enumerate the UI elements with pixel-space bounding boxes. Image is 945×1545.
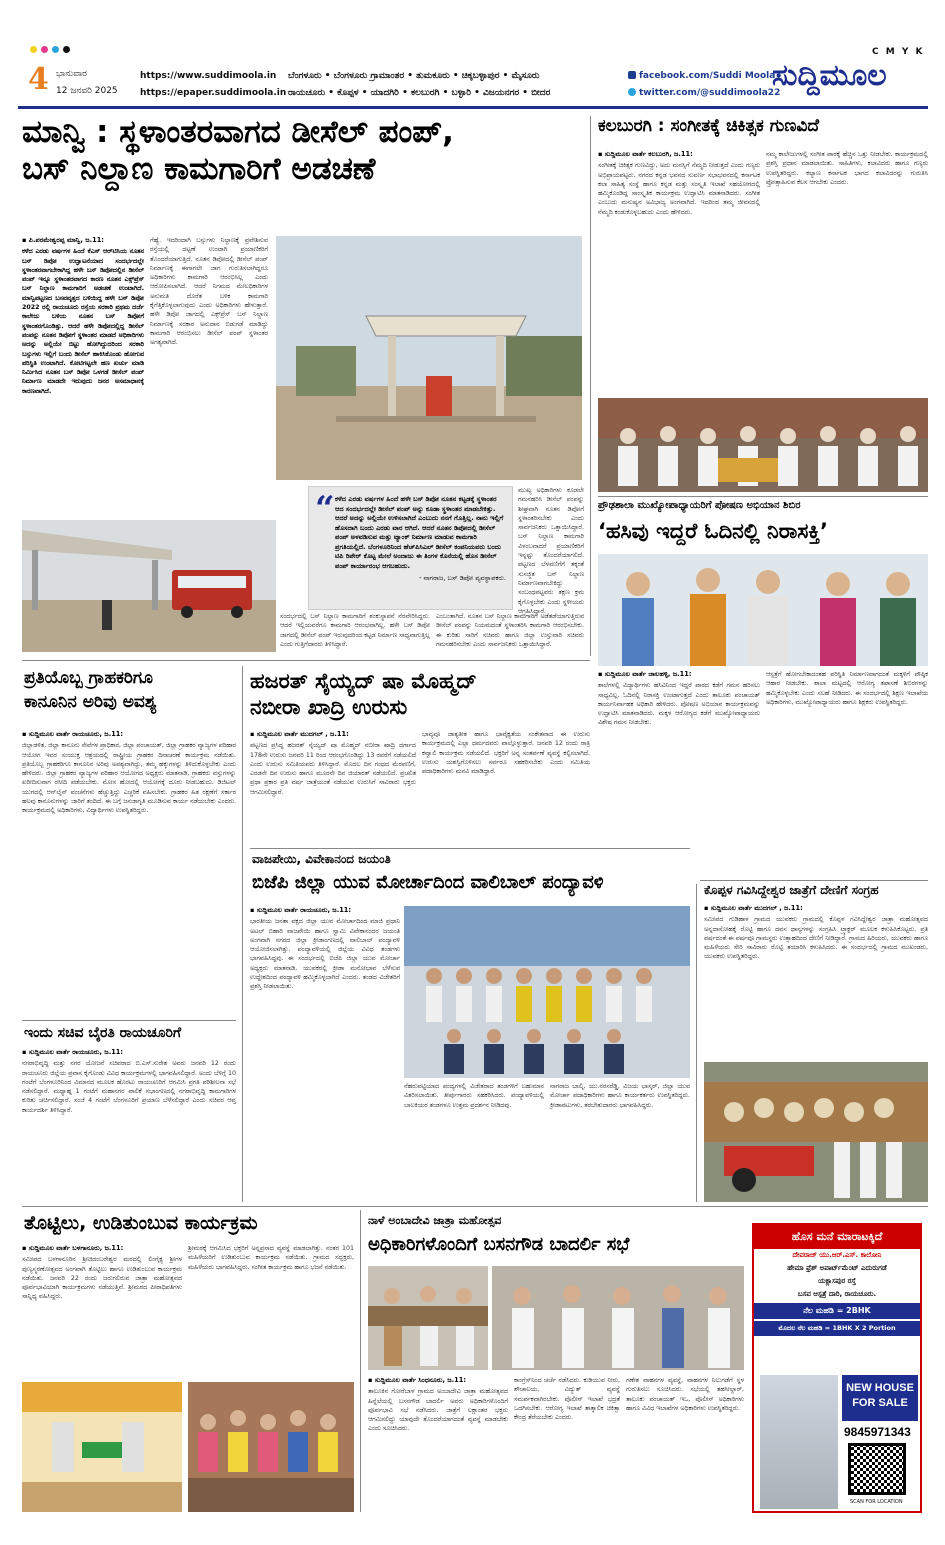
site-links: [140, 68, 286, 102]
tottilu-headline: ತೊಟ್ಟಿಲು, ಉಡಿತುಂಬುವ ಕಾರ್ಯಕ್ರಮ: [24, 1212, 258, 1234]
koppal-rule: [700, 880, 928, 881]
twitter-icon: [628, 88, 636, 96]
minister-rule: [22, 1020, 236, 1021]
column-divider: [590, 116, 591, 656]
tottilu-photo-2: [188, 1382, 354, 1512]
ambadevi-illustration-2: [492, 1266, 744, 1370]
koppal-byline: ▪ ಸುದ್ದಿಮೂಲ ವಾರ್ತೆ ಮುದಗಲ್ , ಜ.11:: [704, 904, 803, 912]
volleyball-column-2: [404, 1082, 544, 1200]
tottilu-column-2-text: ಶ್ರೀಮಠಕ್ಕೆ ಆಗಮಿಸಿದ ಭಕ್ತರಿಗೆ ಅನ್ನಪ್ರಸಾದ ವ್ಯವಸ್ಥೆ ಮಾಡಲಾಗಿತ್ತು. ನಂತರ 101 ಮಹಿಳೆಯರಿಗೆ ಉಡಿತುಂಬುವ ಕಾರ್ಯಕ್ರಮ ನಡೆಯಿತು. ಗ್ರಾಮದ ಸದ್ಭಕ್ತರು, ಮಹಿಳೆಯರು ಭಾಗವಹಿಸಿದ್ದರು. ಸಂಗೀತ ಕಾರ್ಯಕ್ರಮ ಹಾಗೂ ಭಜನೆ ನಡೆಯಿತು.: [188, 1245, 354, 1271]
ad-qr-label: SCAN FOR LOCATION: [850, 1499, 903, 1505]
poshan-kicker: ಪ್ರೌಢಶಾಲಾ ಮುಖ್ಯೋಪಾಧ್ಯಾಯರಿಗೆ ಪೋಷಣ ಅಭಿಯಾನ ಶಿಬಿರ: [598, 500, 801, 511]
minister-headline: ಇಂದು ಸಚಿವ ಬೈರತಿ ರಾಯಚೂರಿಗೆ: [24, 1025, 182, 1041]
website-link[interactable]: https://www.suddimoola.in: [140, 71, 277, 81]
cities-line-1: ಬೆಂಗಳೂರು • ಬೆಂಗಳೂರು ಗ್ರಾಮಾಂತರ • ತುಮಕೂರು • ಚಿಕ್ಕಬಳ್ಳಾಪುರ • ಮೈಸೂರು: [288, 71, 540, 81]
urus-column-1: [250, 730, 416, 842]
volleyball-column-3-text: ನಾಗರಾಜ ಬಾಲ್ಕಿ, ಯು.ನರಸರೆಡ್ಡಿ, ವಿಜಯ ಭಾಸ್ಕರ್, ಜಿಲ್ಲಾ ಯುವ ಮೋರ್ಚಾ ಪದಾಧಿಕಾರಿಗಳು ಹಾಗೂ ಕಾರ್ಯಕರ್ತರು ಉಪಸ್ಥಿತರಿದ್ದರು. ಕ್ರೀಡಾಪಟುಗಳು, ತರಬೇತುದಾರರು ಭಾಗವಹಿಸಿದ್ದರು.: [550, 1083, 690, 1109]
lead-byline: ▪ ಪಿ.ಪರಮೇಶ್ವರಪ್ಪ ಮಾನ್ವಿ, ಜ.11:: [22, 236, 104, 244]
cyan-dot: [52, 46, 59, 53]
house-sale-ad[interactable]: [752, 1223, 922, 1513]
ambadevi-byline: ▪ ಸುದ್ದಿಮೂಲ ವಾರ್ತೆ ಸಿಂಧನೂರು, ಜ.11:: [368, 1376, 466, 1384]
edition-cities: [288, 68, 618, 102]
koppal-tractor-illustration: [704, 1062, 928, 1202]
ambadevi-column-2-text: ಕಾಂಗ್ರೆಸ್‌ನಿಂದ ಚರ್ಚೆ ನಡೆಸಿದರು. ಕುಡಿಯುವ ನೀರು, ಶೌಚಾಲಯ, ವಿದ್ಯುತ್ ವ್ಯವಸ್ಥೆ ಸಮರ್ಪಕವಾಗಿರಬೇಕು. ಪೊಲೀಸ್ ಇಲಾಖೆ ಭದ್ರತೆ ಒದಗಿಸಬೇಕು. ಆರೋಗ್ಯ ಇಲಾಖೆ ತಾತ್ಕಾಲಿಕ ಚಿಕಿತ್ಸಾ ಕೇಂದ್ರ ತೆರೆಯಬೇಕು ಎಂದರು.: [514, 1377, 620, 1422]
koppal-body: [704, 904, 928, 1058]
volleyball-column-1-text: ಭಾರತೀಯ ಜನತಾ ಪಕ್ಷದ ಜಿಲ್ಲಾ ಯುವ ಮೋರ್ಚಾದಿಂದ ಮಾಜಿ ಪ್ರಧಾನಿ ಅಟಲ್ ಬಿಹಾರಿ ವಾಜಪೇಯಿ ಹಾಗೂ ಸ್ವಾಮಿ ವಿವೇಕಾನಂದರ ಜಯಂತಿ ಅಂಗವಾಗಿ ನಗರದ ಜಿಲ್ಲಾ ಕ್ರೀಡಾಂಗಣದಲ್ಲಿ ವಾಲಿಬಾಲ್ ಪಂದ್ಯಾವಳಿ ಆಯೋಜಿಸಲಾಗಿತ್ತು. ಪಂದ್ಯಾವಳಿಯಲ್ಲಿ ಜಿಲ್ಲೆಯ ವಿವಿಧ ತಂಡಗಳು ಭಾಗವಹಿಸಿದ್ದವು. ಈ ಸಂದರ್ಭದಲ್ಲಿ ಬಿಜೆಪಿ ಜಿಲ್ಲಾ ಯುವ ಮೋರ್ಚಾ ಅಧ್ಯಕ್ಷರು ಮಾತನಾಡಿ, ಯುವಕರಲ್ಲಿ ಕ್ರೀಡಾ ಮನೋಭಾವ ಬೆಳೆಸುವ ಉದ್ದೇಶದಿಂದ ಪಂದ್ಯಾವಳಿ ಹಮ್ಮಿಕೊಳ್ಳಲಾಗಿದೆ ಎಂದರು. ತಂಡದ ವಿಜೇತರಿಗೆ ಪ್ರಶಸ್ತಿ ನೀಡಲಾಯಿತು.: [250, 918, 400, 991]
music-event-illustration: [598, 398, 928, 492]
lead-column-5: [436, 612, 584, 656]
newspaper-logo: ಸುದ್ದಿಮೂಲ: [772, 58, 887, 93]
poshan-column-2-text: ಆಸ್ಪತ್ರೆಗೆ ಹೋಗಬೇಕಾದಂತಹ ಪರಿಸ್ಥಿತಿ ನಿರ್ಮಾಣವಾಗದಂತೆ ಮಕ್ಕಳಿಗೆ ಪೌಷ್ಠಿಕ ಆಹಾರ ನೀಡಬೇಕು. ಶಾಲಾ ಮಟ್ಟದಲ್ಲಿ ಆರೋಗ್ಯ ತಪಾಸಣೆ ಶಿಬಿರಗಳನ್ನು ಹಮ್ಮಿಕೊಳ್ಳಬೇಕು ಎಂದು ಸಲಹೆ ನೀಡಿದರು. ಈ ಸಂದರ್ಭದಲ್ಲಿ ಶಿಕ್ಷಣ ಇಲಾಖೆಯ ಅಧಿಕಾರಿಗಳು, ಮುಖ್ಯೋಪಾಧ್ಯಾಯರು ಹಾಗೂ ಶಿಕ್ಷಕರು ಉಪಸ್ಥಿತರಿದ್ದರು.: [766, 671, 928, 706]
ambadevi-column-1: [368, 1376, 508, 1512]
ambadevi-illustration-1: [368, 1266, 488, 1370]
twitter-link[interactable]: [628, 85, 780, 102]
yellow-dot: [30, 46, 37, 53]
page-number: 4: [28, 62, 49, 97]
urus-headline-line-1: ಹಜರತ್ ಸೈಯ್ಯದ್ ಷಾ ಮೊಹ್ಮದ್: [250, 669, 477, 693]
volleyball-byline: ▪ ಸುದ್ದಿಮೂಲ ವಾರ್ತೆ ರಾಯಚೂರು, ಜ.11:: [250, 906, 352, 914]
tottilu-byline: ▪ ಸುದ್ದಿಮೂಲ ವಾರ್ತೆ ಬಳಗಾನೂರು, ಜ.11:: [22, 1244, 124, 1252]
facebook-link[interactable]: [628, 68, 780, 85]
lead-column-4: [280, 612, 430, 656]
consumer-byline: ▪ ಸುದ್ದಿಮೂಲ ವಾರ್ತೆ ರಾಯಚೂರು, ಜ.11:: [22, 730, 124, 738]
volleyball-headline: ಬಿಜೆಪಿ ಜಿಲ್ಲಾ ಯುವ ಮೋರ್ಚಾದಿಂದ ವಾಲಿಬಾಲ್ ಪಂದ್ಯಾವಳಿ: [252, 872, 604, 893]
volleyball-column-3: [550, 1082, 690, 1200]
magenta-dot: [41, 46, 48, 53]
issue-day: ಭಾನುವಾರ: [56, 69, 87, 79]
urus-column-1-text: ಪಟ್ಟಣದ ಪ್ರಸಿದ್ಧ ಹಜರತ್ ಸೈಯ್ಯದ್ ಷಾ ಮೊಹ್ಮದ್ ನಬೀರಾ ಖಾದ್ರಿ ದರ್ಗಾದ 178ನೇ ಉರುಸು ಜನವರಿ 11 ರಿಂದ ಆರಂಭಗೊಂಡಿದ್ದು 13 ರವರೆಗೆ ನಡೆಯಲಿದೆ ಎಂದು ಉರುಸು ಸಮಿತಿಯವರು ತಿಳಿಸಿದ್ದಾರೆ. ಮೊದಲ ದಿನ ಗಂಧದ ಮೆರವಣಿಗೆ, ಎರಡನೇ ದಿನ ಉರುಸು ಹಾಗೂ ಮೂರನೇ ದಿನ ಜಿಯಾರತ್ ನಡೆಯಲಿದೆ. ಪ್ರಚಲಿತ ಪ್ರಥಾ ಪ್ರಕಾರ ಪ್ರತಿ ವರ್ಷ ಜಾತ್ರೆಯಂತೆ ನಡೆಯುವ ಉರುಸಿಗೆ ಸಾವಿರಾರು ಭಕ್ತರು ಆಗಮಿಸಲಿದ್ದಾರೆ.: [250, 742, 416, 796]
officer-quote-box: [308, 486, 513, 610]
ad-floor-ground: ನೆಲ ಮಹಡಿ = 2BHK: [754, 1303, 920, 1319]
music-event-photo: [598, 398, 928, 492]
ad-address-1: ದೇವರಾಜ್ ಯು.ಆರ್.ಎಸ್. ಕಾಲೋನಿ: [792, 1251, 882, 1259]
lead-column-5-text: ಎಂಬಂತಾಗಿದೆ. ನೂತನ ಬಸ್ ನಿಲ್ದಾಣ ಕಾಮಗಾರಿಗೆ ಅಡೆತಡೆಯಾಗುತ್ತಿರುವ ಡೀಸೆಲ್ ಪಂಪನ್ನು ನಿಯಮದಂತೆ ಸ್ಥಳಾಂತರಿಸಿ ಕಾಮಗಾರಿ ಆರಂಭಿಸಬೇಕು. ಈ ಕುರಿತು ಸಾರಿಗೆ ಸಚಿವರು ಹಾಗೂ ಜಿಲ್ಲಾ ಉಸ್ತುವಾರಿ ಸಚಿವರು ಗಮನಹರಿಸಬೇಕು ಎಂದು ಸಾರ್ವಜನಿಕರು ಒತ್ತಾಯಿಸಿದ್ದಾರೆ.: [436, 613, 584, 648]
ad-house-photo: [760, 1375, 838, 1509]
ambadevi-column-1-text: ತಾಲೂಕಿನ ಗೋರೆಬಾಳ ಗ್ರಾಮದ ಅಂಬಾದೇವಿ ಜಾತ್ರಾ ಮಹೋತ್ಸವದ ಹಿನ್ನೆಲೆಯಲ್ಲಿ ಬಸನಗೌಡ ಬಾದರ್ಲಿ ಅವರು ಅಧಿಕಾರಿಗಳೊಂದಿಗೆ ಪೂರ್ವಭಾವಿ ಸಭೆ ನಡೆಸಿದರು. ಜಾತ್ರೆಗೆ ಲಕ್ಷಾಂತರ ಭಕ್ತರು ಆಗಮಿಸಲಿದ್ದು ಯಾವುದೇ ತೊಂದರೆಯಾಗದಂತೆ ವ್ಯವಸ್ಥೆ ಮಾಡಬೇಕು ಎಂದು ಸೂಚಿಸಿದರು.: [368, 1388, 508, 1433]
urus-column-2-text: ಭಾವ್ಯವೂ ಜಾತ್ಯತೀತ ಹಾಗೂ ಭಾವೈಕ್ಯತೆಯ ಸಂಕೇತವಾದ ಈ ಉರುಸು ಕಾರ್ಯಕ್ರಮದಲ್ಲಿ ಎಲ್ಲಾ ಧರ್ಮದವರು ಪಾಲ್ಗೊಳ್ಳುತ್ತಾರೆ. ಜನವರಿ 12 ರಂದು ರಾತ್ರಿ ಕವ್ವಾಲಿ ಕಾರ್ಯಕ್ರಮ ನಡೆಯಲಿದೆ. ಭಕ್ತರಿಗೆ ಅನ್ನ ಸಂತರ್ಪಣೆ ವ್ಯವಸ್ಥೆ ಕಲ್ಪಿಸಲಾಗಿದೆ. ಉರುಸು ಯಶಸ್ವಿಗೊಳಿಸಲು ಸರ್ವರೂ ಸಹಕರಿಸಬೇಕು ಎಂದು ಸಮಿತಿಯ ಪದಾಧಿಕಾರಿಗಳು ಮನವಿ ಮಾಡಿದ್ದಾರೆ.: [422, 731, 590, 776]
urus-headline: [250, 670, 690, 718]
masthead-rule: [18, 106, 928, 109]
black-dot: [63, 46, 70, 53]
poshan-column-2: [766, 670, 928, 880]
volleyball-team-illustration: [404, 906, 690, 1078]
facebook-icon: [628, 71, 636, 79]
quote-mark-icon: “: [315, 489, 335, 529]
ad-sale-banner: NEW HOUSE FOR SALE: [842, 1375, 918, 1421]
ambadevi-photo-1: [368, 1266, 488, 1370]
tottilu-column-1-text: ಸಮೀಪದ ಬಳಗಾನೂರಿನ ಶ್ರೀಚಿದಂಬರೇಶ್ವರ ಮಠದಲ್ಲಿ ಲಿಂಗೈಕ್ಯ ಶ್ರೀಗಳ ಪುಣ್ಯಸ್ಮರಣೋತ್ಸವದ ಅಂಗವಾಗಿ ತೊಟ್ಟಿಲು ಹಾಗೂ ಉಡಿತುಂಬುವ ಕಾರ್ಯಕ್ರಮ ನಡೆಯಿತು. ಜನವರಿ 22 ರಂದು ಜರುಗಲಿರುವ ಜಾತ್ರಾ ಮಹೋತ್ಸವದ ಪೂರ್ವಭಾವಿಯಾಗಿ ಕಾರ್ಯಕ್ರಮಗಳು ನಡೆಯುತ್ತಿವೆ. ಶ್ರೀಮಠದ ಪೀಠಾಧಿಪತಿಗಳು ಸಾನ್ನಿಧ್ಯ ವಹಿಸಿದ್ದರು.: [22, 1256, 182, 1301]
tottilu-column-2: [188, 1244, 354, 1376]
facebook-text: facebook.com/Suddi Moola: [639, 71, 776, 81]
koppal-headline: ಕೊಪ್ಪಳ ಗವಿಸಿದ್ದೇಶ್ವರ ಜಾತ್ರೆಗೆ ದೇಣಿಗೆ ಸಂಗ್ರಹ: [704, 883, 879, 897]
koppal-tractor-photo: [704, 1062, 928, 1202]
kalaburagi-column-2: [766, 150, 928, 394]
kalaburagi-headline: ಕಲಬುರಗಿ : ಸಂಗೀತಕ್ಕೆ ಚಿಕಿತ್ಸಕ ಗುಣವಿದೆ: [598, 116, 820, 136]
tottilu-photo-1: [22, 1382, 182, 1512]
issue-date-text: 12 ಜನವರಿ 2025: [56, 86, 118, 96]
lead-column-4-text: ಸಂದರ್ಭದಲ್ಲಿ ಬಸ್ ನಿಲ್ದಾಣ ಕಾಮಗಾರಿಗೆ ಶಂಕುಸ್ಥಾಪನೆ ನೆರವೇರಿಸಿದ್ದರು. ಆದರೆ ಇಲ್ಲಿಯವರೆಗೂ ಕಾಮಗಾರಿ ಆರಂಭವಾಗಿಲ್ಲ. ಹಳೇ ಬಸ್ ಡಿಪೋ ಜಾಗದಲ್ಲಿ ಡೀಸೆಲ್ ಪಂಪ್ ಇರುವುದರಿಂದ ಕಟ್ಟಡ ನಿರ್ಮಾಣ ಸಾಧ್ಯವಾಗುತ್ತಿಲ್ಲ ಎಂದು ಗುತ್ತಿಗೆದಾರರು ತಿಳಿಸಿದ್ದಾರೆ.: [280, 613, 430, 648]
poshan-rule: [598, 496, 928, 497]
ambadevi-headline: ಅಧಿಕಾರಿಗಳೊಂದಿಗೆ ಬಸನಗೌಡ ಬಾದರ್ಲಿ ಸಭೆ: [368, 1234, 630, 1255]
diesel-pump-photo: [276, 236, 582, 480]
lead-headline-line-1: ಮಾನ್ವಿ : ಸ್ಥಳಾಂತರವಾಗದ ಡೀಸೆಲ್ ಪಂಪ್,: [22, 114, 454, 150]
lead-column-1-text: ಕಳೆದ ಎರಡು ವರ್ಷಗಳ ಹಿಂದೆ ಕೆಎಸ್ ಆರ್‌ಟಿಸಿಯ ನೂತನ ಬಸ್ ಡಿಪೋ ಉದ್ಘಾಟನೆಯಾದ ಸಂದರ್ಭದಲ್ಲೇ ಸ್ಥಳಾಂತರವಾಗಬೇಕಾಗಿದ್ದ ಹಳೇ ಬಸ್ ಡಿಪೋದಲ್ಲಿನ ಡೀಸೆಲ್ ಪಂಪ್ ಇನ್ನೂ ಸ್ಥಳಾಂತರವಾಗದ ಕಾರಣ ನೂತನ ಎಕ್ಸ್‌ಪ್ರೆಸ್ ಬಸ್ ನಿಲ್ದಾಣ ಕಾಮಗಾರಿಗೆ ಅಡಚಣೆ ಉಂಟಾಗಿದೆ. ಮಾನ್ವಿಪಟ್ಟಣದ ಬಸವವೃತ್ತದ ಬಳಿಯಿದ್ದ ಹಳೇ ಬಸ್ ಡಿಪೋ 2022 ರಲ್ಲಿ ರಾಯಚೂರು ರಸ್ತೆಯ ಸರಕಾರಿ ಪ್ರಥಮ ದರ್ಜೆ ಕಾಲೇಜು ಬಳಿಯ ನೂತನ ಬಸ್ ಡಿಪೋಗೆ ಸ್ಥಳಾಂತರಗೊಂಡಿತ್ತು. ಆದರೆ ಹಳೇ ಡಿಪೋದಲ್ಲಿದ್ದ ಡೀಸೆಲ್ ಪಂಪನ್ನು ನೂತನ ಡಿಪೋಗೆ ಸ್ಥಳಾಂತರ ಮಾಡದೆ ಅಧಿಕಾರಿಗಳು ಅದನ್ನು ಅಲ್ಲಿಯೇ ಬಿಟ್ಟು ಹೋಗಿದ್ದುದರಿಂದ ಸರಕಾರಿ ಬಸ್ಸುಗಳು ಇಲ್ಲಿಗೆ ಬಂದು ಡೀಸೆಲ್ ಹಾಕಿಸಿಕೊಂಡು ಹೋಗುವ ಪರಿಸ್ಥಿತಿ ಉಂಟಾಗಿದೆ. ಕೋಟಿಗಟ್ಟಲೇ ಹಣ ಖರ್ಚು ಮಾಡಿ ನಿರ್ಮಿಸಿದ ನೂತನ ಬಸ್ ಡಿಪೋ ಒಳಗಡೆ ಡೀಸೆಲ್ ಪಂಪ್ ನಿರ್ಮಾಣ ಮಾಡದೇ ಇರುವುದು ಜನರ ಅಸಮಾಧಾನಕ್ಕೆ ಕಾರಣವಾಗಿದೆ.: [22, 248, 144, 395]
koppal-body-text: ಸಮೀಪದ ಗುಡಿಹಾಳ ಗ್ರಾಮದ ಯುವಕರು ಗ್ರಾಮದಲ್ಲಿ ಕೊಪ್ಪಳ ಗವಿಸಿದ್ದೇಶ್ವರ ಜಾತ್ರಾ ಮಹೋತ್ಸವದ ಅನ್ನದಾಸೋಹಕ್ಕೆ ರೊಟ್ಟಿ ಹಾಗೂ ದವಸ ಧಾನ್ಯಗಳನ್ನು ಸಂಗ್ರಹಿಸಿ ಟ್ರ್ಯಾಕ್ಟರ್ ಮೂಲಕ ಕಳುಹಿಸಿಕೊಟ್ಟರು. ಪ್ರತಿ ವರ್ಷದಂತೆ ಈ ವರ್ಷವೂ ಗ್ರಾಮಸ್ಥರು ಉತ್ಸಾಹದಿಂದ ದೇಣಿಗೆ ನೀಡಿದ್ದಾರೆ. ಗ್ರಾಮದ ಹಿರಿಯರು, ಯುವಕರು ಹಾಗೂ ಮಹಿಳೆಯರು ಸೇರಿ ಸಾವಿರಾರು ರೊಟ್ಟಿ ತಯಾರಿಸಿ ಕಳುಹಿಸಿದರು. ಈ ಸಂದರ್ಭದಲ್ಲಿ ಗ್ರಾಮದ ಮುಖಂಡರು, ಯುವಕರು ಉಪಸ್ಥಿತರಿದ್ದರು.: [704, 916, 928, 961]
minister-byline: ▪ ಸುದ್ದಿಮೂಲ ವಾರ್ತೆ ರಾಯಚೂರು, ಜ.11:: [22, 1048, 124, 1056]
tottilu-column-1: [22, 1244, 182, 1376]
ad-address-2: ಹೇಮಾ ಫ್ರೆಶ್ ಅಪಾರ್ಟ್‌ಮೆಂಟ್ ಎದುರುಗಡೆ: [787, 1264, 887, 1272]
kalaburagi-column-2-text: ನಮ್ಮ ಕಾಲೇಜುಗಳಲ್ಲಿ ಸಂಗೀತ ಪಾಠಕ್ಕೆ ಹೆಚ್ಚಿನ ಒತ್ತು ನೀಡಬೇಕು. ಕಾರ್ಯಕ್ರಮದಲ್ಲಿ ಪ್ರಶಸ್ತಿ ಪ್ರಧಾನ ಮಾಡಲಾಯಿತು. ಸಾಹಿತಿಗಳು, ಕಲಾವಿದರು ಹಾಗೂ ಗಣ್ಯರು ಉಪಸ್ಥಿತರಿದ್ದರು. ಕಲ್ಯಾಣ ಕರ್ನಾಟಕ ಭಾಗದ ಕಲಾವಿದರನ್ನು ಗುರುತಿಸಿ ಪ್ರೋತ್ಸಾಹಿಸುವ ಕೆಲಸ ಆಗಬೇಕು ಎಂದರು.: [766, 151, 928, 186]
consumer-headline-line-1: ಪ್ರತಿಯೊಬ್ಬ ಗ್ರಾಹಕರಿಗೂ: [24, 668, 153, 688]
urus-column-2: [422, 730, 590, 842]
volleyball-rule: [250, 848, 690, 849]
volleyball-column-1: [250, 906, 400, 1202]
consumer-headline: [24, 670, 236, 712]
urus-byline: ▪ ಸುದ್ದಿಮೂಲ ವಾರ್ತೆ ಮುದಗಲ್ , ಜ.11:: [250, 730, 349, 738]
officer-quote-signature: - ನಾಗರಾಜ, ಬಸ್ ಡಿಪೋ ವ್ಯವಸ್ಥಾಪಕರು.: [419, 574, 506, 582]
ambadevi-column-3-body: [626, 1376, 744, 1512]
color-dots: [30, 46, 70, 53]
kalaburagi-byline: ▪ ಸುದ್ದಿಮೂಲ ವಾರ್ತೆ ಕಲಬುರಗಿ, ಜ.11:: [598, 150, 693, 158]
urus-headline-line-2: ನಬೀರಾ ಖಾದ್ರಿ ಉರುಸು: [250, 695, 408, 720]
lead-headline-line-2: ಬಸ್ ನಿಲ್ದಾಣ ಕಾಮಗಾರಿಗೆ ಅಡಚಣೆ: [22, 150, 376, 187]
ad-phone-number[interactable]: 9845971343: [844, 1425, 911, 1439]
qr-code-icon[interactable]: [848, 1443, 906, 1495]
lead-headline: [22, 116, 582, 185]
bus-depot-photo: [22, 520, 276, 652]
officer-quote-text: ಕಳೆದ ಎರಡು ವರ್ಷಗಳ ಹಿಂದೆ ಹಳೇ ಬಸ್ ಡಿಪೋ ನೂತನ ಕಟ್ಟಡಕ್ಕೆ ಸ್ಥಳಾಂತರ ಆದ ಸಂದರ್ಭದಲ್ಲೇ ಡೀಸೆಲ್ ಪಂಪ್ ಅನ್ನು ಕೂಡಾ ಸ್ಥಳಾಂತರ ಮಾಡಬೇಕಿತ್ತು. ಆದರೆ ಅದನ್ನು ಅಲ್ಲಿಯೇ ಉಳಿಸಲಾಗಿದೆ ಎಂಬುದು ನನಗೆ ಗೊತ್ತಿಲ್ಲ. ನಾನು ಇಲ್ಲಿಗೆ ಹೊಸದಾಗಿ ಬಂದು ಎರಡು ವಾರ ಆಗಿದೆ. ಆದರೆ ನೂತನ ಡಿಪೋದಲ್ಲಿ ಡೀಸೆಲ್ ಪಂಪ್ ಅಳವಡಿಸುವ ಮತ್ತು ಟ್ಯಾಂಕ್ ನಿರ್ಮಾಣ ಮಾಡುವ ಕಾಮಗಾರಿ ಪ್ರಗತಿಯಲ್ಲಿದೆ. ಬೆಂಗಳೂರಿನಿಂದ ಹೆಚ್‌ಪಿಸಿಎಲ್ ಡೀಸೆಲ್ ಕಂಪನಿಯವರು ಬಂದು ಟಿಪಿ ರಿಪೇರ್ ಕೊಟ್ಟ ಮೇಲೆ ಅಂದಾಜು ಈ ತಿಂಗಳ ಕೊನೆಯಲ್ಲಿ ಹೊಸ ಡೀಸೆಲ್ ಪಂಪ್ ಕಾರ್ಯಾರಂಭ ಆಗಬಹುದು.: [335, 495, 504, 570]
cities-line-2: ರಾಯಚೂರು • ಕೊಪ್ಪಳ • ಯಾದಗಿರಿ • ಕಲಬುರಗಿ • ಬಳ್ಳಾರಿ • ವಿಜಯನಗರ • ಬೀದರ: [288, 88, 551, 98]
row-rule-2: [22, 1206, 928, 1207]
bus-depot-illustration: [22, 520, 276, 652]
column-divider-2: [242, 666, 243, 1202]
minister-body-text: ನಗರಾಭಿವೃದ್ಧಿ ಮತ್ತು ನಗರ ಯೋಜನೆ ಸಚಿವರಾದ ಬಿ.ಎಸ್.ಸುರೇಶ ಅವರು ಜನವರಿ 12 ರಂದು ರಾಯಚೂರು ಜಿಲ್ಲೆಯ ಪ್ರವಾಸ ಕೈಗೊಂಡು ವಿವಿಧ ಕಾರ್ಯಕ್ರಮಗಳಲ್ಲಿ ಭಾಗವಹಿಸಲಿದ್ದಾರೆ. ಅಂದು ಬೆಳಿಗ್ಗೆ 10 ಗಂಟೆಗೆ ಬೆಂಗಳೂರಿನಿಂದ ವಿಮಾನದ ಮೂಲಕ ಹೊರಟು ರಾಯಚೂರಿಗೆ ಆಗಮಿಸಿ ಪ್ರಗತಿ ಪರಿಶೀಲನಾ ಸಭೆ ನಡೆಸಲಿದ್ದಾರೆ. ಮಧ್ಯಾಹ್ನ 1 ಗಂಟೆಗೆ ಮಹಾನಗರ ಪಾಲಿಕೆ ಸಭಾಂಗಣದಲ್ಲಿ ನಗರಾಭಿವೃದ್ಧಿ ಕಾಮಗಾರಿಗಳ ಕುರಿತು ಚರ್ಚಿಸಲಿದ್ದಾರೆ. ಸಂಜೆ 4 ಗಂಟೆಗೆ ಬೆಂಗಳೂರಿಗೆ ಪ್ರಯಾಣ ಬೆಳೆಸಲಿದ್ದಾರೆ ಎಂದು ಸಚಿವರ ಆಪ್ತ ಕಾರ್ಯದರ್ಶಿ ತಿಳಿಸಿದ್ದಾರೆ.: [22, 1060, 236, 1114]
ambadevi-photo-2: [492, 1266, 744, 1370]
tottilu-illustration-2: [188, 1382, 354, 1512]
poshan-event-photo: [598, 554, 928, 666]
volleyball-team-photo: [404, 906, 690, 1078]
poshan-column-1-text: ಶಾಲೆಗಳಲ್ಲಿ ವಿದ್ಯಾರ್ಥಿಗಳು ಹಸಿವಿನಿಂದ ಇದ್ದರೆ ಪಾಠದ ಕಡೆಗೆ ಗಮನ ಹರಿಸಲು ಸಾಧ್ಯವಿಲ್ಲ. ಓದಿನಲ್ಲಿ ನಿರಾಸಕ್ತಿ ಉಂಟಾಗುತ್ತದೆ ಎಂದು ತಾಲೂಕು ಪಂಚಾಯತ್ ಕಾರ್ಯನಿರ್ವಾಹಕ ಅಧಿಕಾರಿ ಹೇಳಿದರು. ಪೋಷಣ ಅಭಿಯಾನ ಕಾರ್ಯಕ್ರಮವನ್ನು ಉದ್ಘಾಟಿಸಿ ಮಾತನಾಡಿದರು. ಮಕ್ಕಳ ಆರೋಗ್ಯದ ಕಡೆಗೆ ಮುಖ್ಯೋಪಾಧ್ಯಾಯರು ವಿಶೇಷ ಗಮನ ನೀಡಬೇಕು.: [598, 682, 760, 727]
volleyball-column-2-text: ನೆಹರುಪಟ್ಟಿಯಾದ ಪಂದ್ಯಗಳಲ್ಲಿ ವಿಜೇತರಾದ ತಂಡಗಳಿಗೆ ಬಹುಮಾನ ವಿತರಿಸಲಾಯಿತು. ತೀರ್ಪುಗಾರರು ಸಹಕರಿಸಿದರು. ಪಂದ್ಯಾವಳಿಯಲ್ಲಿ ಬಾಲಕಿಯರ ತಂಡಗಳೂ ಉತ್ತಮ ಪ್ರದರ್ಶನ ನೀಡಿದವು.: [404, 1083, 544, 1109]
issue-date: [56, 66, 118, 100]
epaper-link[interactable]: https://epaper.suddimoola.in: [140, 88, 287, 98]
ad-address-4: ಬಸವ ಆಸ್ಪತ್ರೆ ದಾರಿ, ರಾಯಚೂರು.: [797, 1290, 877, 1298]
consumer-body: [22, 730, 236, 1016]
twitter-text: twitter.com/@suddimoola22: [639, 88, 781, 98]
lead-column-1: [22, 236, 144, 516]
poshan-headline: ‘ಹಸಿವು ಇದ್ದರೆ ಓದಿನಲ್ಲಿ ನಿರಾಸಕ್ತಿ’: [598, 519, 828, 543]
ad-floor-first: ಮೊದಲ ನೆಲ ಮಹಡಿ = 1BHK X 2 Portion: [754, 1321, 920, 1336]
column-divider-4: [360, 1210, 361, 1512]
cmyk-mark: C M Y K: [872, 47, 925, 57]
lead-column-3: [518, 486, 584, 615]
consumer-body-text: ಜಿಲ್ಲಾಡಳಿತ, ಜಿಲ್ಲಾ ಕಾನೂನು ಸೇವೆಗಳ ಪ್ರಾಧಿಕಾರ, ಜಿಲ್ಲಾ ಪಂಚಾಯತ್, ಜಿಲ್ಲಾ ಗ್ರಾಹಕರ ವ್ಯಾಜ್ಯಗಳ ಪರಿಹಾರ ಆಯೋಗ ಇವರ ಸಂಯುಕ್ತ ಆಶ್ರಯದಲ್ಲಿ ರಾಷ್ಟ್ರೀಯ ಗ್ರಾಹಕರ ದಿನಾಚರಣೆ ಕಾರ್ಯಕ್ರಮ ನಡೆಯಿತು. ಪ್ರತಿಯೊಬ್ಬ ಗ್ರಾಹಕರಿಗೂ ಕಾನೂನಿನ ಅರಿವು ಅವಶ್ಯವಾಗಿದ್ದು, ತಮ್ಮ ಹಕ್ಕುಗಳನ್ನು ತಿಳಿದುಕೊಳ್ಳಬೇಕು ಎಂದು ಹೇಳಿದರು. ಜಿಲ್ಲಾ ಗ್ರಾಹಕರ ವ್ಯಾಜ್ಯಗಳ ಪರಿಹಾರ ಆಯೋಗದ ಅಧ್ಯಕ್ಷರು ಮಾತನಾಡಿ, ಗ್ರಾಹಕರು ವಸ್ತುಗಳನ್ನು ಖರೀದಿಸುವಾಗ ರಸೀದಿ ಪಡೆಯಬೇಕು. ಮೋಸ ಹೋದಲ್ಲಿ ಆಯೋಗಕ್ಕೆ ದೂರು ನೀಡಬಹುದು. ಡಿಜಿಟಲ್ ಯುಗದಲ್ಲಿ ಆನ್‌ಲೈನ್ ವಂಚನೆಗಳು ಹೆಚ್ಚುತ್ತಿದ್ದು ಎಚ್ಚರಿಕೆ ವಹಿಸಬೇಕು. ಗ್ರಾಹಕರ ಹಿತ ರಕ್ಷಣೆಗೆ ಸರ್ಕಾರ ಹಲವು ಕಾನೂನುಗಳನ್ನು ಜಾರಿಗೆ ತಂದಿದೆ. ಈ ಬಗ್ಗೆ ಜನಜಾಗೃತಿ ಮೂಡಿಸುವ ಕಾರ್ಯ ನಡೆಯಬೇಕು ಎಂದರು. ಕಾರ್ಯಕ್ರಮದಲ್ಲಿ ಅಧಿಕಾರಿಗಳು, ವಿದ್ಯಾರ್ಥಿಗಳು ಉಪಸ್ಥಿತರಿದ್ದರು.: [22, 742, 236, 815]
minister-body: [22, 1048, 236, 1200]
ambadevi-kicker: ನಾಳೆ ಅಂಬಾದೇವಿ ಜಾತ್ರಾ ಮಹೋತ್ಸವ: [368, 1214, 502, 1227]
lead-column-2: [150, 236, 268, 516]
row-rule-1: [22, 660, 590, 661]
poshan-byline: ▪ ಸುದ್ದಿಮೂಲ ವಾರ್ತೆ ಜಾಲಹಳ್ಳಿ, ಜ.11:: [598, 670, 692, 678]
consumer-headline-line-2: ಕಾನೂನಿನ ಅರಿವು ಅವಶ್ಯ: [24, 691, 157, 712]
kalaburagi-column-1: [598, 150, 760, 394]
social-links: [628, 68, 780, 102]
lead-column-2-text: ಗೆಹ್ಯೆ. ಇದರಿಂದಾಗಿ ಬಸ್ಸುಗಳು ನಿಲ್ದಾಣಕ್ಕೆ ಪ್ರವೇಶಿಸುವ ರಸ್ತೆಯಲ್ಲಿ ದಟ್ಟಣೆ ಉಂಟಾಗಿ ಪ್ರಯಾಣಿಕರಿಗೆ ತೊಂದರೆಯಾಗುತ್ತಿದೆ. ನೂತನ ಡಿಪೋದಲ್ಲಿ ಡೀಸೆಲ್ ಪಂಪ್ ನಿರ್ಮಾಣಕ್ಕೆ ಈಗಾಗಲೇ ಜಾಗ ಗುರುತಿಸಲಾಗಿದ್ದರೂ ಅಧಿಕಾರಿಗಳು ಕಾಮಗಾರಿ ಆರಂಭಿಸಿಲ್ಲ ಎಂದು ಆರೋಪಿಸಲಾಗಿದೆ. ಆದರೆ ನಿಗಮದ ಮೇಲಧಿಕಾರಿಗಳ ಅನುಮತಿ ದೊರೆತ ಬಳಿಕ ಕಾಮಗಾರಿ ಕೈಗೆತ್ತಿಕೊಳ್ಳಲಾಗುವುದು ಎಂದು ಅಧಿಕಾರಿಗಳು ಹೇಳುತ್ತಾರೆ. ಹಳೇ ಡಿಪೋ ಜಾಗದಲ್ಲಿ ಎಕ್ಸ್‌ಪ್ರೆಸ್ ಬಸ್ ನಿಲ್ದಾಣ ನಿರ್ಮಾಣಕ್ಕೆ ಸರಕಾರ ಅನುದಾನ ಬಿಡುಗಡೆ ಮಾಡಿದ್ದು ಕಾಮಗಾರಿ ಆರಂಭಿಸಲು ಡೀಸೆಲ್ ಪಂಪ್ ಸ್ಥಳಾಂತರ ಅಗತ್ಯವಾಗಿದೆ.: [150, 237, 268, 347]
ambadevi-column-3-text: ಗಣೇಶ ವಾಹನಗಳ ವ್ಯವಸ್ಥೆ, ವಾಹನಗಳ ನಿಲುಗಡೆಗೆ ಸ್ಥಳ ಗುರುತಿಸಲು ಸೂಚಿಸಿದರು. ಸಭೆಯಲ್ಲಿ ತಹಸೀಲ್ದಾರ್, ತಾಲೂಕು ಪಂಚಾಯತ್ ಇಒ, ಪೊಲೀಸ್ ಅಧಿಕಾರಿಗಳು ಹಾಗೂ ವಿವಿಧ ಇಲಾಖೆಗಳ ಅಧಿಕಾರಿಗಳು ಉಪಸ್ಥಿತರಿದ್ದರು.: [626, 1377, 744, 1412]
tottilu-illustration-1: [22, 1382, 182, 1512]
kalaburagi-column-1-text: ಸಂಗೀತಕ್ಕೆ ಚಿಕಿತ್ಸಕ ಗುಣವಿದ್ದು, ಅದು ಮನಸ್ಸಿಗೆ ನೆಮ್ಮದಿ ನೀಡುತ್ತದೆ ಎಂದು ಗಣ್ಯರು ಅಭಿಪ್ರಾಯಪಟ್ಟರು. ನಗರದ ಕನ್ನಡ ಭವನದ ಸುವರ್ಣ ಸಭಾಭವನದಲ್ಲಿ ಕರ್ನಾಟಕ ಕಲಾ ಸಾಹಿತ್ಯ ಸಂಸ್ಥೆ ಹಾಗೂ ಕನ್ನಡ ಮತ್ತು ಸಂಸ್ಕೃತಿ ಇಲಾಖೆ ಸಹಯೋಗದಲ್ಲಿ ಹಮ್ಮಿಕೊಂಡಿದ್ದ ಸಾಂಸ್ಕೃತಿಕ ಕಾರ್ಯಕ್ರಮ ಉದ್ಘಾಟಿಸಿ ಮಾತನಾಡಿದರು. ಸಂಗೀತ ಎಂಬುದು ಮನುಷ್ಯನ ಅವಿಭಾಜ್ಯ ಅಂಗವಾಗಿದೆ. ಇದರಿಂದ ತಮ್ಮ ಜೀವನದಲ್ಲಿ ನೆಮ್ಮದಿ ಕಂಡುಕೊಳ್ಳಬಹುದು ಎಂದು ಹೇಳಿದರು.: [598, 162, 760, 216]
volleyball-kicker: ವಾಜಪೇಯಿ, ವಿವೇಕಾನಂದ ಜಯಂತಿ: [252, 852, 391, 866]
poshan-event-illustration: [598, 554, 928, 666]
diesel-pump-illustration: [276, 236, 582, 480]
column-divider-3: [696, 884, 697, 1202]
ambadevi-column-2: [514, 1376, 620, 1512]
ad-address-3: ಯಕ್ಲಾಸಪುರ ರಸ್ತೆ: [818, 1277, 856, 1285]
ad-title: ಹೊಸ ಮನೆ ಮಾರಾಟಕ್ಕಿದೆ: [754, 1225, 920, 1249]
lead-column-3-text: ಮುಖ್ಯ ಅಧಿಕಾರಿಗಳು ಕೂಡಲೇ ಗಮನಹರಿಸಿ ಡೀಸೆಲ್ ಪಂಪನ್ನು ಶೀಘ್ರವಾಗಿ ನೂತನ ಡಿಪೋಗೆ ಸ್ಥಳಾಂತರಿಸಬೇಕು ಎಂದು ಸಾರ್ವಜನಿಕರು ಒತ್ತಾಯಿಸಿದ್ದಾರೆ. ಬಸ್ ನಿಲ್ದಾಣ ಕಾಮಗಾರಿ ವಿಳಂಬವಾದರೆ ಪ್ರಯಾಣಿಕರಿಗೆ ಇನ್ನಷ್ಟು ತೊಂದರೆಯಾಗಲಿದೆ. ಪಟ್ಟಣದ ಬೆಳವಣಿಗೆಗೆ ತಕ್ಕಂತೆ ಸುಸಜ್ಜಿತ ಬಸ್ ನಿಲ್ದಾಣ ನಿರ್ಮಾಣವಾಗಬೇಕಿದ್ದು ಸಂಬಂಧಪಟ್ಟವರು ತಕ್ಷಣ ಕ್ರಮ ಕೈಗೊಳ್ಳಬೇಕು ಎಂದು ಸ್ಥಳೀಯರು ಆಗ್ರಹಿಸಿದ್ದಾರೆ.: [518, 487, 584, 615]
